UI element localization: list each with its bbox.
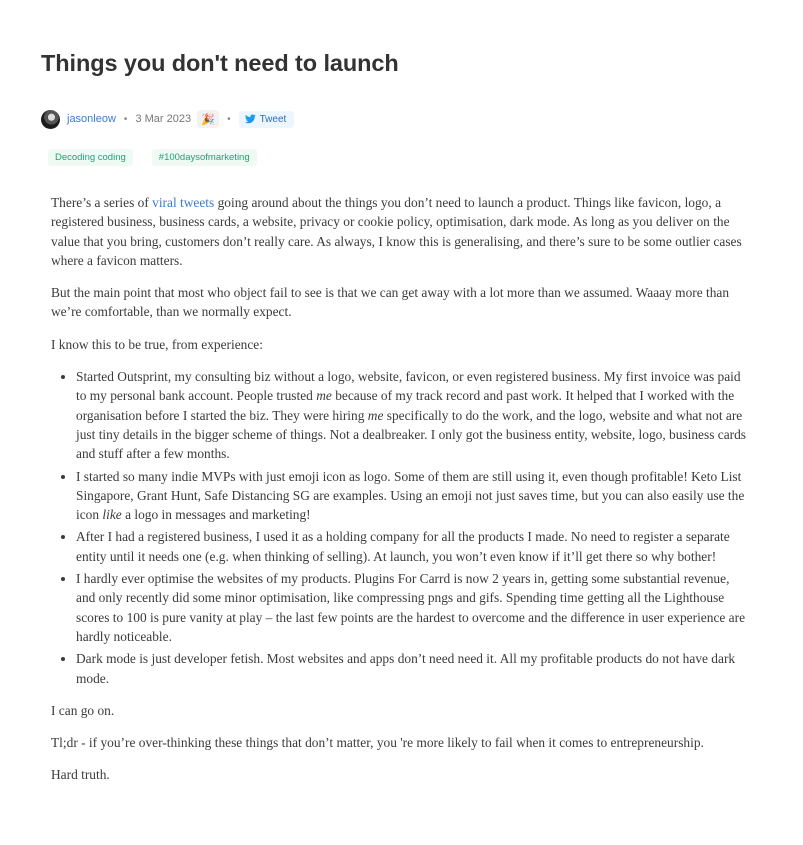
- tag-decoding-coding[interactable]: Decoding coding: [48, 149, 133, 166]
- reaction-button[interactable]: [197, 110, 219, 128]
- tweet-button[interactable]: [239, 111, 295, 128]
- experience-list: [51, 367, 751, 688]
- paragraph: There’s a series of viral tweets going around about the things you don’t need to launch a product. Things like favicon, logo, a registered business, business cards, a website, privacy or cookie policy, optimisation, dark mode. As long as you deliver on the value that you bring, customers don’t really care. As always, I know this is generalising, and there’s sure to be some outlier cases where a favicon matters.: [51, 195, 742, 268]
- paragraph: Hard truth.: [51, 767, 110, 783]
- paragraph: Tl;dr - if you’re over-thinking these things that don’t matter, you 're more likely to fail when it comes to entrepreneurship.: [51, 735, 704, 751]
- twitter-bird-icon: [245, 114, 256, 124]
- list-item: • I hardly ever optimise the websites of my products. Plugins For Carrd is now 2 years in, getting some substantial revenue, and only recently did some minor optimisation, like compressing pngs and gifs. Spending time getting all the Lighthouse scores to 100 is pure vanity at play – the last few points are the hardest to overcome and the difference in user experience are hardly noticeable.: [76, 569, 751, 646]
- viral-tweets-link[interactable]: viral tweets: [152, 195, 215, 210]
- list-item: • I started so many indie MVPs with just emoji icon as logo. Some of them are still using it, even though profitable! Keto List Singapore, Grant Hunt, Safe Distancing SG are examples. Using an emoji not just saves time, but you can also easily use the icon like a logo in messages and marketing!: [76, 467, 751, 525]
- post-meta: [41, 108, 294, 130]
- author-link[interactable]: jasonleow: [67, 113, 116, 125]
- separator-dot: •: [227, 113, 231, 125]
- avatar[interactable]: [41, 110, 60, 129]
- tag-list: [48, 149, 257, 166]
- list-item: • Dark mode is just developer fetish. Most websites and apps don’t need need it. All my profitable products do not have dark mode.: [76, 649, 751, 688]
- list-item: • Started Outsprint, my consulting biz without a logo, website, favicon, or even registered business. My first invoice was paid to my personal bank account. People trusted me because of my track record and past work. It helped that I worked with the organisation before I started the biz. They were hiring me specifically to do the work, and the logo, website and what not are just tiny details in the bigger scheme of things. Not a dealbreaker. I only got the business entity, website, logo, business cards and stuff after a few months.: [76, 367, 751, 463]
- tweet-label: Tweet: [259, 113, 287, 125]
- tag-100daysofmarketing[interactable]: #100daysofmarketing: [152, 149, 257, 166]
- paragraph: I know this to be true, from experience:: [51, 336, 263, 352]
- page-title: Things you don't need to launch: [41, 50, 399, 76]
- paragraph: I can go on.: [51, 702, 115, 718]
- list-item: • After I had a registered business, I used it as a holding company for all the products I made. No need to register a separate entity until it needs one (e.g. when thinking of selling). At launch, you won’t even know if it’ll get there so why bother!: [76, 527, 751, 566]
- party-popper-icon: 🎉: [201, 113, 215, 126]
- post-body: [51, 193, 751, 798]
- separator-dot: •: [123, 113, 128, 125]
- paragraph: But the main point that most who object fail to see is that we can get away with a lot more than we assumed. Waaay more than we’re comfortable, than we normally expect.: [51, 285, 730, 320]
- post-date: 3 Mar 2023: [135, 113, 192, 125]
